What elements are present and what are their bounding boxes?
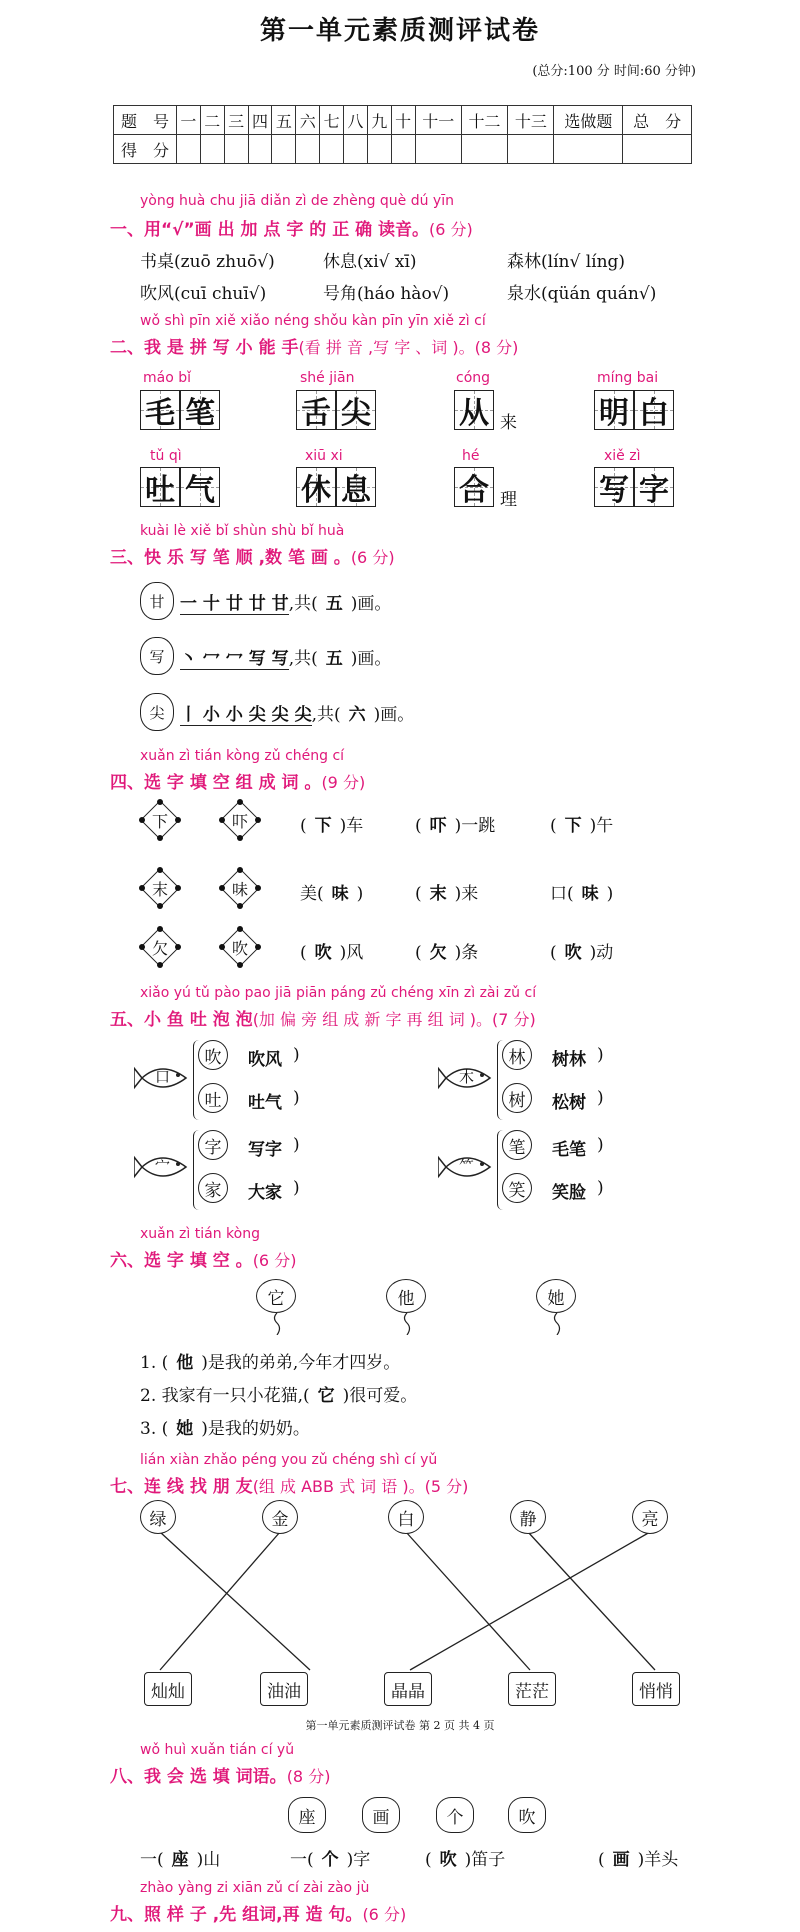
section6-pinyin: xuǎn zì tián kòng [140, 1226, 260, 1242]
fill-blank[interactable]: 口( 味 ) [550, 884, 614, 904]
section9-pinyin: zhào yàng zi xiān zǔ cí zài zào jù [140, 1880, 370, 1896]
fill-blank[interactable]: ( 吹 )动 [550, 943, 614, 963]
score-col: 一 [177, 106, 201, 135]
score-col: 四 [248, 106, 272, 135]
score-table-header-label: 题 号 [114, 106, 177, 135]
bubble: 字 [198, 1130, 228, 1160]
fill-blank[interactable]: ( 欠 )条 [415, 943, 479, 963]
score-col: 十 [391, 106, 415, 135]
char-diamond: 吓 [220, 800, 260, 840]
section7-heading: 七、连 线 找 朋 友(组 成 ABB 式 词 语 )。(5 分) [110, 1477, 469, 1497]
bubble: 家 [198, 1173, 228, 1203]
fish-radical: 木 [459, 1068, 475, 1086]
footprint-icon: 尖 [140, 693, 174, 731]
bubble-word[interactable]: 树林 [552, 1050, 586, 1070]
char-diamond: 吹 [220, 927, 260, 967]
bubble-close: ) [597, 1088, 604, 1108]
bubble-close: ) [597, 1045, 604, 1065]
char-diamond: 欠 [140, 927, 180, 967]
score-col: 十三 [508, 106, 554, 135]
word-pinyin: xiū xi [305, 448, 343, 464]
word-pinyin: tǔ qì [150, 448, 182, 464]
bubble-word[interactable]: 大家 [248, 1183, 282, 1203]
match-bottom[interactable]: 油油 [260, 1672, 308, 1706]
write-box[interactable]: 吐 [140, 467, 180, 507]
match-bottom[interactable]: 晶晶 [384, 1672, 432, 1706]
write-box[interactable]: 气 [180, 467, 220, 507]
s6-sentence[interactable]: 1. ( 他 )是我的弟弟,今年才四岁。 [140, 1353, 401, 1373]
match-top[interactable]: 金 [262, 1500, 298, 1534]
score-col: 选做题 [554, 106, 623, 135]
exam-meta: (总分:100 分 时间:60 分钟) [532, 64, 696, 79]
section5-pinyin: xiǎo yú tǔ pào pao jiā piān páng zǔ chéng xīn zì zài zǔ cí [140, 985, 537, 1001]
bubble: 林 [502, 1040, 532, 1070]
word-pinyin: shé jiān [300, 370, 355, 386]
s1-item[interactable]: 吹风(cuī chuī√) [140, 284, 267, 304]
char-diamond: 末 [140, 868, 180, 908]
char-diamond: 下 [140, 800, 180, 840]
score-col: 总 分 [623, 106, 692, 135]
stroke-order-row[interactable]: 丨 小 小 尖 尖 尖,共( 六 )画。 [180, 705, 415, 725]
section1-heading: 一、用“√”画 出 加 点 字 的 正 确 读音。(6 分) [110, 220, 473, 240]
word-pinyin: máo bǐ [143, 370, 192, 386]
fill-blank[interactable]: ( 画 )羊头 [598, 1850, 679, 1870]
fill-blank[interactable]: ( 末 )来 [415, 884, 479, 904]
fill-blank[interactable]: ( 吹 )风 [300, 943, 364, 963]
s1-item[interactable]: 号角(háo hào√) [323, 284, 450, 304]
section9-heading: 九、照 样 子 ,先 组词,再 造 句。(6 分) [110, 1905, 407, 1925]
bubble: 吐 [198, 1083, 228, 1113]
write-box[interactable]: 合 [454, 467, 494, 507]
section7-pinyin: lián xiàn zhǎo péng you zǔ chéng shì cí yǔ [140, 1452, 438, 1468]
section3-pinyin: kuài lè xiě bǐ shùn shù bǐ huà [140, 523, 345, 539]
stroke-order-row[interactable]: 一 十 廿 廿 甘,共( 五 )画。 [180, 594, 392, 614]
section2-pinyin: wǒ shì pīn xiě xiǎo néng shǒu kàn pīn yīn xiě zì cí [140, 313, 486, 329]
fill-blank[interactable]: 美( 味 ) [300, 884, 364, 904]
score-col: 三 [224, 106, 248, 135]
score-col: 十一 [415, 106, 461, 135]
section4-pinyin: xuǎn zì tián kòng zǔ chéng cí [140, 748, 345, 764]
balloon: 他 [386, 1279, 426, 1313]
score-col: 二 [200, 106, 224, 135]
match-top[interactable]: 亮 [632, 1500, 668, 1534]
write-box[interactable]: 白 [634, 390, 674, 430]
bubble: 吹 [198, 1040, 228, 1070]
bubble: 树 [502, 1083, 532, 1113]
write-box[interactable]: 写 [594, 467, 634, 507]
balloon: 它 [256, 1279, 296, 1313]
fill-blank[interactable]: ( 吓 )一跳 [415, 816, 496, 836]
fill-blank[interactable]: 一( 个 )字 [290, 1850, 371, 1870]
match-top[interactable]: 静 [510, 1500, 546, 1534]
option-flower: 画 [362, 1797, 400, 1833]
bubble-word[interactable]: 松树 [552, 1093, 586, 1113]
write-box[interactable]: 休 [296, 467, 336, 507]
write-box[interactable]: 舌 [296, 390, 336, 430]
word-pinyin: míng bai [597, 370, 659, 386]
section2-heading: 二、我 是 拼 写 小 能 手(看 拼 音 ,写 字 、词 )。(8 分) [110, 338, 519, 358]
s6-sentence[interactable]: 2. 我家有一只小花猫,( 它 )很可爱。 [140, 1386, 418, 1406]
word-pinyin: cóng [456, 370, 491, 386]
option-flower: 吹 [508, 1797, 546, 1833]
match-top[interactable]: 白 [388, 1500, 424, 1534]
word-pinyin: hé [462, 448, 480, 464]
s6-sentence[interactable]: 3. ( 她 )是我的奶奶。 [140, 1419, 310, 1439]
write-box[interactable]: 毛 [140, 390, 180, 430]
bubble-word[interactable]: 写字 [248, 1140, 282, 1160]
footprint-icon: 写 [140, 637, 174, 675]
bubble-word[interactable]: 毛笔 [552, 1140, 586, 1160]
bubble-close: ) [597, 1178, 604, 1198]
write-box[interactable]: 明 [594, 390, 634, 430]
page-footer: 第一单元素质测评试卷 第 2 页 共 4 页 [305, 1719, 495, 1732]
match-bottom[interactable]: 悄悄 [632, 1672, 680, 1706]
score-col: 七 [320, 106, 344, 135]
section5-heading: 五、小 鱼 吐 泡 泡(加 偏 旁 组 成 新 字 再 组 词 )。(7 分) [110, 1010, 536, 1030]
bubble-close: ) [597, 1135, 604, 1155]
score-col: 五 [272, 106, 296, 135]
score-col: 八 [344, 106, 368, 135]
write-box[interactable]: 从 [454, 390, 494, 430]
bubble-word[interactable]: 笑脸 [552, 1183, 586, 1203]
write-box[interactable]: 笔 [180, 390, 220, 430]
bubble-word[interactable]: 吐气 [248, 1093, 282, 1113]
fish-radical: ⺮ [459, 1157, 475, 1175]
fill-blank[interactable]: ( 下 )午 [550, 816, 614, 836]
fish-radical: 口 [155, 1068, 171, 1086]
word-extra: 理 [500, 490, 517, 510]
word-pinyin: xiě zì [604, 448, 641, 464]
s1-item[interactable]: 书桌(zuō zhuō√) [140, 252, 275, 272]
char-diamond: 味 [220, 868, 260, 908]
score-table-row-label: 得 分 [114, 135, 177, 164]
s1-item[interactable]: 休息(xi√ xī) [323, 252, 417, 272]
section6-heading: 六、选 字 填 空 。(6 分) [110, 1251, 297, 1271]
score-col: 六 [296, 106, 320, 135]
write-box[interactable]: 息 [336, 467, 376, 507]
fill-blank[interactable]: 一( 座 )山 [140, 1850, 221, 1870]
section4-heading: 四、选 字 填 空 组 成 词 。(9 分) [110, 773, 366, 793]
score-col: 九 [367, 106, 391, 135]
word-extra: 来 [500, 413, 517, 433]
bubble-close: ) [293, 1088, 300, 1108]
bubble-close: ) [293, 1135, 300, 1155]
stroke-order-row[interactable]: 丶 冖 冖 写 写,共( 五 )画。 [180, 649, 392, 669]
s1-item[interactable]: 泉水(qüán quán√) [507, 284, 657, 304]
section8-pinyin: wǒ huì xuǎn tián cí yǔ [140, 1742, 295, 1758]
section8-heading: 八、我 会 选 填 词语。(8 分) [110, 1767, 331, 1787]
balloon: 她 [536, 1279, 576, 1313]
match-top[interactable]: 绿 [140, 1500, 176, 1534]
bubble-close: ) [293, 1178, 300, 1198]
bubble: 笑 [502, 1173, 532, 1203]
fish-radical: 宀 [155, 1157, 171, 1175]
bubble-word[interactable]: 吹风 [248, 1050, 282, 1070]
write-box[interactable]: 尖 [336, 390, 376, 430]
s1-item[interactable]: 森林(lín√ líng) [507, 252, 626, 272]
fill-blank[interactable]: ( 下 )车 [300, 816, 364, 836]
option-flower: 座 [288, 1797, 326, 1833]
bubble-close: ) [293, 1045, 300, 1065]
match-bottom[interactable]: 茫茫 [508, 1672, 556, 1706]
section1-pinyin: yòng huà chu jiā diǎn zì de zhèng què dú yīn [140, 193, 454, 209]
score-col: 十二 [461, 106, 507, 135]
page-title: 第一单元素质测评试卷 [259, 16, 540, 46]
bubble: 笔 [502, 1130, 532, 1160]
match-bottom[interactable]: 灿灿 [144, 1672, 192, 1706]
option-flower: 个 [436, 1797, 474, 1833]
section3-heading: 三、快 乐 写 笔 顺 ,数 笔 画 。(6 分) [110, 548, 395, 568]
fill-blank[interactable]: ( 吹 )笛子 [425, 1850, 506, 1870]
footprint-icon: 甘 [140, 582, 174, 620]
write-box[interactable]: 字 [634, 467, 674, 507]
